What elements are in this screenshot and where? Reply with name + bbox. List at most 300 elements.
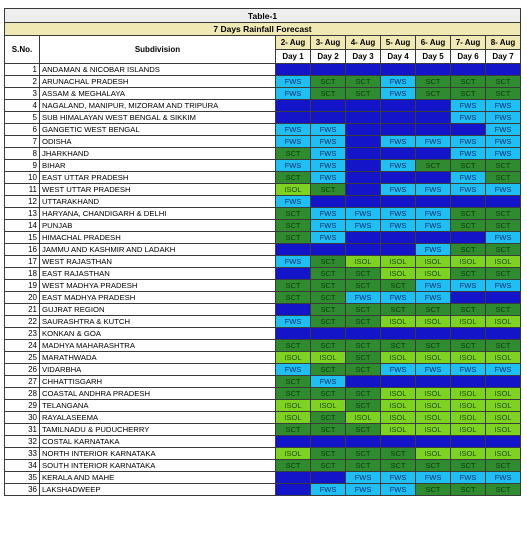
forecast-cell: SCT <box>486 76 521 88</box>
forecast-cell: FWS <box>276 76 311 88</box>
table-row <box>5 136 521 148</box>
forecast-cell: WS <box>276 64 311 76</box>
forecast-cell: SCT <box>486 304 521 316</box>
row-number: 20 <box>5 292 40 304</box>
forecast-cell: FWS <box>276 196 311 208</box>
forecast-cell: FWS <box>311 220 346 232</box>
forecast-cell: FWS <box>311 148 346 160</box>
table-row <box>5 340 521 352</box>
forecast-cell: WS <box>486 328 521 340</box>
table-row <box>5 304 521 316</box>
forecast-cell: WS <box>381 328 416 340</box>
day-header: Day 1 <box>276 50 311 64</box>
forecast-cell: SCT <box>381 448 416 460</box>
row-number: 1 <box>5 64 40 76</box>
row-number: 6 <box>5 124 40 136</box>
forecast-cell: FWS <box>451 100 486 112</box>
subdivision-name: NAGALAND, MANIPUR, MIZORAM AND TRIPURA <box>40 100 276 112</box>
forecast-cell: ISOL <box>416 412 451 424</box>
forecast-cell: SCT <box>416 340 451 352</box>
forecast-cell: SCT <box>276 424 311 436</box>
table-row <box>5 412 521 424</box>
forecast-cell: FWS <box>381 88 416 100</box>
forecast-cell: ISOL <box>416 424 451 436</box>
forecast-cell: SCT <box>276 340 311 352</box>
forecast-cell: WS <box>416 64 451 76</box>
day-header: Day 6 <box>451 50 486 64</box>
forecast-cell: SCT <box>311 448 346 460</box>
forecast-cell: SCT <box>451 220 486 232</box>
forecast-cell: FWS <box>311 484 346 496</box>
subdivision-name: SUB HIMALAYAN WEST BENGAL & SIKKIM <box>40 112 276 124</box>
forecast-cell: FWS <box>276 88 311 100</box>
forecast-cell: SCT <box>416 76 451 88</box>
forecast-cell: WS <box>276 436 311 448</box>
subdivision-name: EAST MADHYA PRADESH <box>40 292 276 304</box>
forecast-cell: ISOL <box>416 388 451 400</box>
forecast-cell: WS <box>276 484 311 496</box>
forecast-cell: FWS <box>311 208 346 220</box>
forecast-cell: SCT <box>311 412 346 424</box>
table-row <box>5 400 521 412</box>
forecast-cell: ISOL <box>276 352 311 364</box>
forecast-cell: WS <box>346 112 381 124</box>
row-number: 30 <box>5 412 40 424</box>
forecast-cell: SCT <box>276 292 311 304</box>
forecast-cell: FWS <box>416 472 451 484</box>
subdivision-name: JHARKHAND <box>40 148 276 160</box>
forecast-cell: FWS <box>486 232 521 244</box>
forecast-cell: FWS <box>486 472 521 484</box>
rainfall-forecast-table <box>4 8 521 496</box>
row-number: 27 <box>5 376 40 388</box>
subdivision-name: ARUNACHAL PRADESH <box>40 76 276 88</box>
forecast-cell: SCT <box>311 280 346 292</box>
forecast-cell: WS <box>486 196 521 208</box>
forecast-cell: FWS <box>276 256 311 268</box>
forecast-cell: ISOL <box>451 316 486 328</box>
row-number: 35 <box>5 472 40 484</box>
forecast-cell: ISOL <box>311 352 346 364</box>
forecast-cell: FWS <box>311 136 346 148</box>
forecast-cell: ISOL <box>451 388 486 400</box>
table-row <box>5 172 521 184</box>
row-number: 3 <box>5 88 40 100</box>
forecast-cell: WS <box>381 172 416 184</box>
row-number: 9 <box>5 160 40 172</box>
forecast-cell: ISOL <box>276 400 311 412</box>
row-number: 32 <box>5 436 40 448</box>
forecast-cell: WS <box>346 184 381 196</box>
forecast-cell: SCT <box>311 292 346 304</box>
forecast-cell: ISOL <box>486 316 521 328</box>
forecast-cell: ISOL <box>416 256 451 268</box>
forecast-cell: ISOL <box>381 412 416 424</box>
forecast-cell: FWS <box>381 364 416 376</box>
date-header: 5- Aug <box>381 36 416 50</box>
forecast-cell: SCT <box>346 340 381 352</box>
forecast-cell: SCT <box>486 340 521 352</box>
row-number: 31 <box>5 424 40 436</box>
forecast-cell: WS <box>381 148 416 160</box>
forecast-cell: WS <box>311 64 346 76</box>
forecast-cell: SCT <box>346 364 381 376</box>
subdivision-name: ASSAM & MEGHALAYA <box>40 88 276 100</box>
forecast-cell: SCT <box>451 304 486 316</box>
forecast-cell: SCT <box>276 280 311 292</box>
forecast-cell: ISOL <box>276 412 311 424</box>
forecast-cell: FWS <box>486 112 521 124</box>
forecast-cell: ISOL <box>381 388 416 400</box>
forecast-cell: WS <box>346 64 381 76</box>
forecast-cell: WS <box>276 100 311 112</box>
row-number: 10 <box>5 172 40 184</box>
forecast-cell: SCT <box>276 148 311 160</box>
forecast-cell: ISOL <box>276 448 311 460</box>
forecast-cell: WS <box>276 112 311 124</box>
forecast-cell: FWS <box>276 136 311 148</box>
forecast-cell: FWS <box>416 280 451 292</box>
forecast-cell: WS <box>381 376 416 388</box>
forecast-cell: WS <box>346 376 381 388</box>
forecast-cell: FWS <box>381 484 416 496</box>
forecast-cell: WS <box>416 124 451 136</box>
table-row <box>5 196 521 208</box>
row-number: 14 <box>5 220 40 232</box>
forecast-cell: ISOL <box>346 412 381 424</box>
subdivision-name: PUNJAB <box>40 220 276 232</box>
forecast-cell: SCT <box>451 88 486 100</box>
forecast-cell: WS <box>486 376 521 388</box>
table-row <box>5 328 521 340</box>
forecast-cell: WS <box>276 328 311 340</box>
forecast-cell: SCT <box>486 88 521 100</box>
forecast-cell: ISOL <box>486 424 521 436</box>
forecast-cell: ISOL <box>416 448 451 460</box>
forecast-cell: ISOL <box>381 268 416 280</box>
row-number: 33 <box>5 448 40 460</box>
subdivision-name: VIDARBHA <box>40 364 276 376</box>
forecast-cell: FWS <box>416 292 451 304</box>
forecast-cell: WS <box>416 100 451 112</box>
subdivision-name: SOUTH INTERIOR KARNATAKA <box>40 460 276 472</box>
row-number: 23 <box>5 328 40 340</box>
forecast-cell: ISOL <box>381 400 416 412</box>
forecast-cell: ISOL <box>486 448 521 460</box>
forecast-cell: SCT <box>311 88 346 100</box>
forecast-cell: FWS <box>276 316 311 328</box>
forecast-cell: ISOL <box>276 184 311 196</box>
table-row <box>5 352 521 364</box>
forecast-cell: FWS <box>451 148 486 160</box>
forecast-cell: ISOL <box>416 400 451 412</box>
forecast-cell: WS <box>416 232 451 244</box>
forecast-cell: FWS <box>311 376 346 388</box>
forecast-cell: FWS <box>276 160 311 172</box>
forecast-cell: SCT <box>311 304 346 316</box>
forecast-cell: WS <box>346 136 381 148</box>
forecast-cell: ISOL <box>486 388 521 400</box>
subdivision-name: KONKAN & GOA <box>40 328 276 340</box>
forecast-cell: WS <box>381 64 416 76</box>
forecast-cell: WS <box>311 100 346 112</box>
forecast-cell: WS <box>381 232 416 244</box>
forecast-cell: FWS <box>416 136 451 148</box>
forecast-cell: WS <box>346 148 381 160</box>
forecast-cell: WS <box>416 376 451 388</box>
forecast-cell: WS <box>346 172 381 184</box>
row-number: 8 <box>5 148 40 160</box>
row-number: 34 <box>5 460 40 472</box>
forecast-cell: SCT <box>486 160 521 172</box>
forecast-cell: ISOL <box>381 256 416 268</box>
table-row <box>5 124 521 136</box>
subdivision-name: MADHYA MAHARASHTRA <box>40 340 276 352</box>
forecast-cell: FWS <box>416 208 451 220</box>
forecast-cell: ISOL <box>451 412 486 424</box>
forecast-cell: WS <box>346 232 381 244</box>
table-row <box>5 268 521 280</box>
forecast-cell: WS <box>346 100 381 112</box>
date-header: 2- Aug <box>276 36 311 50</box>
forecast-cell: FWS <box>346 484 381 496</box>
forecast-cell: SCT <box>346 88 381 100</box>
forecast-cell: WS <box>486 64 521 76</box>
date-header: 6- Aug <box>416 36 451 50</box>
forecast-cell: FWS <box>416 244 451 256</box>
row-number: 11 <box>5 184 40 196</box>
forecast-cell: ISOL <box>451 256 486 268</box>
forecast-cell: SCT <box>381 280 416 292</box>
forecast-cell: FWS <box>381 160 416 172</box>
row-number: 12 <box>5 196 40 208</box>
forecast-cell: ISOL <box>311 400 346 412</box>
forecast-cell: WS <box>311 328 346 340</box>
forecast-cell: SCT <box>276 208 311 220</box>
forecast-cell: WS <box>311 196 346 208</box>
forecast-cell: FWS <box>381 184 416 196</box>
forecast-cell: FWS <box>346 292 381 304</box>
row-number: 18 <box>5 268 40 280</box>
table-row <box>5 148 521 160</box>
table-row <box>5 160 521 172</box>
forecast-cell: WS <box>311 472 346 484</box>
forecast-cell: FWS <box>451 112 486 124</box>
row-number: 22 <box>5 316 40 328</box>
subdivision-name: GANGETIC WEST BENGAL <box>40 124 276 136</box>
table-row <box>5 316 521 328</box>
forecast-cell: SCT <box>381 340 416 352</box>
forecast-cell: ISOL <box>416 316 451 328</box>
forecast-cell: SCT <box>276 172 311 184</box>
forecast-cell: SCT <box>311 340 346 352</box>
forecast-cell: WS <box>451 436 486 448</box>
forecast-cell: WS <box>381 124 416 136</box>
row-number: 4 <box>5 100 40 112</box>
table-row <box>5 436 521 448</box>
subdivision-name: EAST RAJASTHAN <box>40 268 276 280</box>
forecast-table-container <box>4 8 521 496</box>
forecast-cell: FWS <box>486 100 521 112</box>
day-header: Day 7 <box>486 50 521 64</box>
forecast-cell: FWS <box>416 364 451 376</box>
forecast-cell: FWS <box>486 184 521 196</box>
day-header: Day 2 <box>311 50 346 64</box>
forecast-cell: SCT <box>311 76 346 88</box>
forecast-cell: FWS <box>381 292 416 304</box>
forecast-cell: WS <box>416 172 451 184</box>
forecast-cell: SCT <box>486 172 521 184</box>
forecast-cell: FWS <box>451 280 486 292</box>
table-row <box>5 76 521 88</box>
forecast-cell: SCT <box>451 76 486 88</box>
table-row <box>5 472 521 484</box>
table-row <box>5 388 521 400</box>
forecast-cell: SCT <box>416 304 451 316</box>
row-number: 17 <box>5 256 40 268</box>
forecast-cell: SCT <box>311 388 346 400</box>
row-number: 5 <box>5 112 40 124</box>
forecast-cell: WS <box>346 436 381 448</box>
forecast-cell: FWS <box>486 124 521 136</box>
forecast-cell: WS <box>451 232 486 244</box>
forecast-cell: FWS <box>346 208 381 220</box>
forecast-cell: FWS <box>346 220 381 232</box>
subdivision-name: LAKSHADWEEP <box>40 484 276 496</box>
forecast-cell: WS <box>416 112 451 124</box>
date-header: 3- Aug <box>311 36 346 50</box>
row-number: 25 <box>5 352 40 364</box>
forecast-cell: FWS <box>486 136 521 148</box>
forecast-cell: ISOL <box>416 268 451 280</box>
forecast-cell: SCT <box>346 76 381 88</box>
forecast-cell: SCT <box>486 244 521 256</box>
row-number: 36 <box>5 484 40 496</box>
row-number: 7 <box>5 136 40 148</box>
forecast-cell: ISOL <box>486 256 521 268</box>
forecast-cell: WS <box>486 292 521 304</box>
forecast-cell: WS <box>416 196 451 208</box>
forecast-cell: WS <box>311 112 346 124</box>
table-row <box>5 256 521 268</box>
forecast-cell: WS <box>346 328 381 340</box>
table-row <box>5 88 521 100</box>
subdivision-name: EAST UTTAR PRADESH <box>40 172 276 184</box>
forecast-cell: SCT <box>451 484 486 496</box>
subdivision-name: ODISHA <box>40 136 276 148</box>
forecast-cell: SCT <box>416 460 451 472</box>
table-row <box>5 220 521 232</box>
forecast-cell: WS <box>346 160 381 172</box>
subdivision-name: MARATHWADA <box>40 352 276 364</box>
forecast-cell: FWS <box>486 148 521 160</box>
table-title: Table-1 <box>5 9 521 23</box>
subdivision-name: KERALA AND MAHE <box>40 472 276 484</box>
forecast-cell: SCT <box>346 448 381 460</box>
forecast-cell: ISOL <box>451 424 486 436</box>
forecast-cell: FWS <box>451 472 486 484</box>
row-number: 16 <box>5 244 40 256</box>
subdivision-name: NORTH INTERIOR KARNATAKA <box>40 448 276 460</box>
forecast-cell: ISOL <box>451 352 486 364</box>
forecast-cell: SCT <box>486 208 521 220</box>
forecast-cell: SCT <box>451 460 486 472</box>
forecast-cell: WS <box>416 436 451 448</box>
forecast-cell: WS <box>276 304 311 316</box>
forecast-cell: ISOL <box>451 400 486 412</box>
subdivision-name: COSTAL KARNATAKA <box>40 436 276 448</box>
table-row <box>5 376 521 388</box>
forecast-cell: SCT <box>276 460 311 472</box>
subdivision-name: COASTAL ANDHRA PRADESH <box>40 388 276 400</box>
forecast-cell: SCT <box>346 460 381 472</box>
forecast-cell: SCT <box>311 268 346 280</box>
subdivision-name: RAYALASEEMA <box>40 412 276 424</box>
forecast-cell: FWS <box>486 364 521 376</box>
forecast-cell: SCT <box>346 280 381 292</box>
forecast-cell: SCT <box>346 388 381 400</box>
forecast-cell: FWS <box>381 220 416 232</box>
forecast-cell: FWS <box>311 232 346 244</box>
subdivision-header: Subdivision <box>40 36 276 64</box>
forecast-cell: SCT <box>486 220 521 232</box>
forecast-cell: FWS <box>311 172 346 184</box>
forecast-cell: SCT <box>276 376 311 388</box>
forecast-cell: SCT <box>346 352 381 364</box>
date-header: 8- Aug <box>486 36 521 50</box>
subdivision-name: ANDAMAN & NICOBAR ISLANDS <box>40 64 276 76</box>
forecast-cell: WS <box>381 196 416 208</box>
table-row <box>5 364 521 376</box>
row-number: 29 <box>5 400 40 412</box>
forecast-cell: SCT <box>311 424 346 436</box>
table-row <box>5 424 521 436</box>
row-number: 19 <box>5 280 40 292</box>
forecast-cell: SCT <box>451 340 486 352</box>
row-number: 21 <box>5 304 40 316</box>
forecast-cell: WS <box>486 436 521 448</box>
table-row <box>5 100 521 112</box>
subdivision-name: SAURASHTRA & KUTCH <box>40 316 276 328</box>
table-row <box>5 484 521 496</box>
forecast-cell: WS <box>451 196 486 208</box>
forecast-cell: FWS <box>311 160 346 172</box>
forecast-cell: SCT <box>311 184 346 196</box>
forecast-cell: FWS <box>346 472 381 484</box>
forecast-cell: WS <box>276 472 311 484</box>
forecast-cell: ISOL <box>381 316 416 328</box>
forecast-cell: WS <box>346 124 381 136</box>
forecast-cell: ISOL <box>346 256 381 268</box>
forecast-cell: SCT <box>346 316 381 328</box>
forecast-cell: FWS <box>276 364 311 376</box>
forecast-cell: SCT <box>486 268 521 280</box>
forecast-cell: FWS <box>311 124 346 136</box>
forecast-cell: FWS <box>451 136 486 148</box>
row-number: 26 <box>5 364 40 376</box>
forecast-cell: WS <box>311 244 346 256</box>
subdivision-name: UTTARAKHAND <box>40 196 276 208</box>
subdivision-name: TAMILNADU & PUDUCHERRY <box>40 424 276 436</box>
row-number: 2 <box>5 76 40 88</box>
table-row <box>5 460 521 472</box>
forecast-cell: WS <box>346 244 381 256</box>
forecast-cell: WS <box>346 196 381 208</box>
forecast-cell: WS <box>381 436 416 448</box>
forecast-cell: SCT <box>451 244 486 256</box>
forecast-cell: WS <box>451 64 486 76</box>
forecast-cell: SCT <box>381 304 416 316</box>
